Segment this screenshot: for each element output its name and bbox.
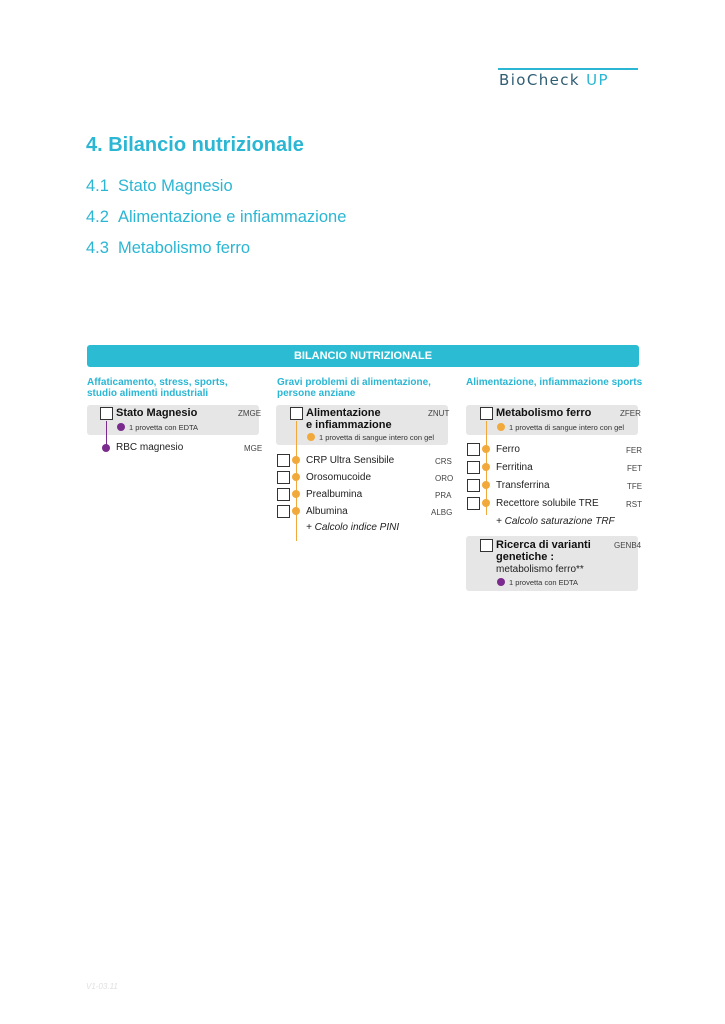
checkbox-crp[interactable] bbox=[277, 454, 290, 467]
logo-brand: BioCheck bbox=[499, 71, 580, 89]
toc-num: 4.2 bbox=[86, 208, 109, 226]
tube-orange-icon bbox=[482, 499, 490, 507]
logo-line bbox=[498, 68, 638, 70]
test-item-code: MGE bbox=[244, 444, 263, 453]
tube-orange-icon bbox=[292, 456, 300, 464]
tube-purple-icon bbox=[117, 423, 125, 431]
tube-orange-icon bbox=[482, 481, 490, 489]
test-item-label: Ferro bbox=[496, 444, 520, 455]
panel-code: GENB4 bbox=[614, 541, 642, 550]
toc-item-3 bbox=[86, 239, 250, 258]
panel-code: ZFER bbox=[620, 409, 641, 418]
panel-note: 1 provetta di sangue intero con gel bbox=[319, 433, 435, 442]
panel-title bbox=[306, 407, 392, 431]
panel-note: 1 provetta con EDTA bbox=[129, 423, 199, 432]
tube-orange-icon bbox=[482, 445, 490, 453]
checkbox-transferrina[interactable] bbox=[467, 479, 480, 492]
version-footer: V1-03.11 bbox=[86, 982, 118, 991]
test-item-code: TFE bbox=[627, 482, 643, 491]
checkbox-recettore[interactable] bbox=[467, 497, 480, 510]
checkbox-metabolismo-ferro[interactable] bbox=[480, 407, 493, 420]
checkbox-ferro[interactable] bbox=[467, 443, 480, 456]
logo-suffix: UP bbox=[579, 71, 609, 89]
panel-title bbox=[496, 539, 591, 563]
panel-note: 1 provetta con EDTA bbox=[509, 578, 579, 587]
calc-note: + Calcolo saturazione TRF bbox=[496, 516, 615, 527]
connector-line bbox=[296, 421, 297, 541]
test-item-label: Ferritina bbox=[496, 462, 533, 473]
col2-heading-line2: persone anziane bbox=[277, 388, 356, 399]
test-item-label: Albumina bbox=[306, 506, 348, 517]
panel-title: Stato Magnesio bbox=[116, 407, 198, 419]
tube-orange-icon bbox=[292, 507, 300, 515]
test-item-code: CRS bbox=[435, 457, 452, 466]
col3-heading-line1: Alimentazione, infiammazione sports bbox=[466, 377, 643, 388]
panel-title-line1: Alimentazione bbox=[306, 407, 381, 419]
checkbox-alimentazione[interactable] bbox=[290, 407, 303, 420]
checkbox-prealbumina[interactable] bbox=[277, 488, 290, 501]
test-item-code: ALBG bbox=[431, 508, 453, 517]
panel-code: ZMGE bbox=[238, 409, 262, 418]
col1-heading-line2: studio alimenti industriali bbox=[87, 388, 209, 399]
checkbox-ricerca-varianti[interactable] bbox=[480, 539, 493, 552]
col1-heading-line1: Affaticamento, stress, sports, bbox=[87, 377, 228, 388]
tube-purple-icon bbox=[102, 444, 110, 452]
checkbox-albumina[interactable] bbox=[277, 505, 290, 518]
calc-note: + Calcolo indice PINI bbox=[306, 522, 400, 533]
toc-label: Metabolismo ferro bbox=[118, 239, 251, 257]
col1-heading bbox=[87, 377, 228, 399]
col2-heading-line1: Gravi problemi di alimentazione, bbox=[277, 377, 431, 388]
panel-title-line2: e infiammazione bbox=[306, 419, 392, 431]
tube-orange-icon bbox=[482, 463, 490, 471]
test-item-code: PRA bbox=[435, 491, 452, 500]
col2-heading bbox=[277, 377, 431, 399]
test-item-code: ORO bbox=[435, 474, 454, 483]
toc-num: 4.1 bbox=[86, 177, 109, 195]
test-item-label: Recettore solubile TRE bbox=[496, 498, 599, 509]
test-item-label: Transferrina bbox=[496, 480, 550, 491]
checkbox-stato-magnesio[interactable] bbox=[100, 407, 113, 420]
toc-item-2 bbox=[86, 208, 346, 227]
test-item-code: FER bbox=[626, 446, 642, 455]
panel-note: 1 provetta di sangue intero con gel bbox=[509, 423, 625, 432]
tube-orange-icon bbox=[292, 490, 300, 498]
test-item-label: Orosomucoide bbox=[306, 472, 372, 483]
tube-orange-icon bbox=[292, 473, 300, 481]
tube-orange-icon bbox=[497, 423, 505, 431]
panel-title: Metabolismo ferro bbox=[496, 407, 592, 419]
tube-orange-icon bbox=[307, 433, 315, 441]
col3-heading bbox=[466, 377, 642, 388]
test-item-code: FET bbox=[627, 464, 643, 473]
checkbox-ferritina[interactable] bbox=[467, 461, 480, 474]
test-item-code: RST bbox=[626, 500, 642, 509]
checkbox-orosomucoide[interactable] bbox=[277, 471, 290, 484]
panel-subtitle: metabolismo ferro** bbox=[496, 564, 584, 575]
panel-code: ZNUT bbox=[428, 409, 450, 418]
test-item-label: CRP Ultra Sensibile bbox=[306, 455, 395, 466]
toc-label: Stato Magnesio bbox=[118, 177, 233, 195]
toc-label: Alimentazione e infiammazione bbox=[118, 208, 347, 226]
test-item-label: Prealbumina bbox=[306, 489, 363, 500]
brand-logo bbox=[498, 68, 640, 90]
toc-item-1 bbox=[86, 177, 233, 196]
panel-title-line2: genetiche : bbox=[496, 551, 555, 563]
page-title: 4. Bilancio nutrizionale bbox=[86, 134, 304, 156]
toc-num: 4.3 bbox=[86, 239, 109, 257]
logo-text bbox=[499, 71, 609, 89]
tube-purple-icon bbox=[497, 578, 505, 586]
panel-title-line1: Ricerca di varianti bbox=[496, 539, 591, 551]
section-banner: BILANCIO NUTRIZIONALE bbox=[87, 345, 639, 367]
test-item-label: RBC magnesio bbox=[116, 442, 184, 453]
